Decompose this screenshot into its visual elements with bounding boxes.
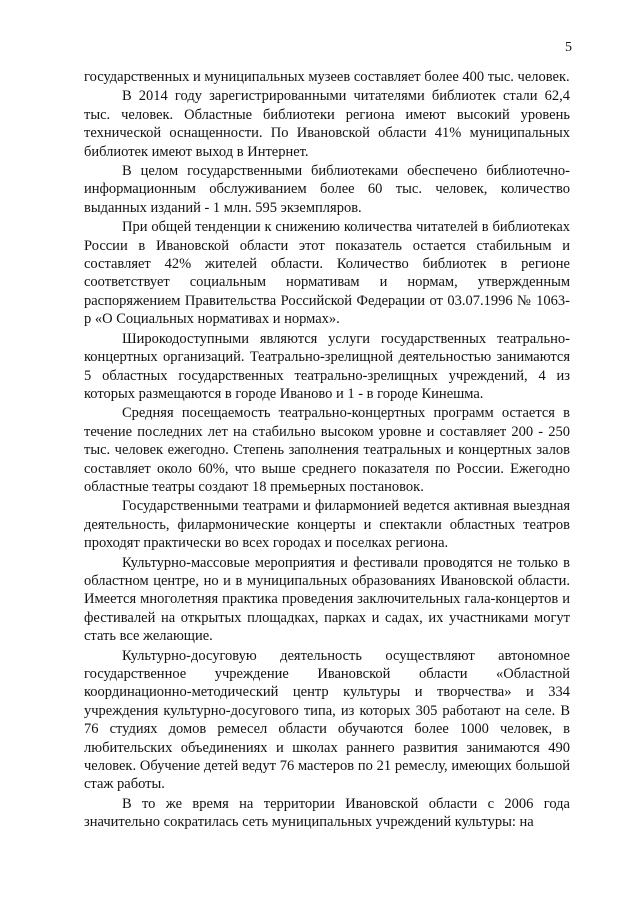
paragraph-6: Средняя посещаемость театрально-концертных программ остается в течение последних лет на стабильно высоком уровне и составляет 200 - 250 тыс. человек ежегодно. Степень заполнения театральных и концертных залов составляет около 60%, что выше среднего показателя по России. Ежегодно областные театры создают 18 премьерных постановок. <box>84 405 570 495</box>
paragraph-1: государственных и муниципальных музеев составляет более 400 тыс. человек. <box>84 69 570 85</box>
document-body <box>84 68 570 832</box>
paragraph-9: Культурно-досуговую деятельность осуществляют автономное государственное учреждение Ивановской области «Областной координационно-методический центр культуры и творчества» и 334 учреждения культурно-досугового типа, из которых 305 работают на селе. В 76 студиях домов ремесел области обучаются более 1000 человек, в любительских объединениях и школах раннего развития занимаются 490 человек. Обучение детей ведут 76 мастеров по 21 ремеслу, имеющих большой стаж работы. <box>84 647 570 793</box>
paragraph-2: В 2014 году зарегистрированными читателями библиотек стали 62,4 тыс. человек. Областные библиотеки региона имеют высокий уровень технической оснащенности. По Ивановской области 41% муниципальных библиотек имеют выход в Интернет. <box>84 88 570 160</box>
paragraph-8: Культурно-массовые мероприятия и фестивали проводятся не только в областном центре, но и в муниципальных образованиях Ивановской области. Имеется многолетняя практика проведения заключительных гала-концертов и фестивалей на открытых площадках, парках и садах, их участниками могут стать все желающие. <box>84 554 570 645</box>
paragraph-10: В то же время на территории Ивановской области с 2006 года значительно сократилась сеть муниципальных учреждений культуры: на <box>84 795 570 831</box>
paragraph-7: Государственными театрами и филармонией ведется активная выездная деятельность, филармонические концерты и спектакли областных театров проходят практически во всех городах и поселках региона. <box>84 498 570 552</box>
paragraph-3: В целом государственными библиотеками обеспечено библиотечно-информационным обслуживанием более 60 тыс. человек, количество выданных изданий - 1 млн. 595 экземпляров. <box>84 163 570 216</box>
paragraph-5: Широкодоступными являются услуги государственных театрально-концертных организаций. Театрально-зрелищной деятельностью занимаются 5 областных государственных театрально-зрелищных учреждений, 4 из которых размещаются в городе Иваново и 1 - в городе Кинешма. <box>84 330 570 402</box>
paragraph-4: При общей тенденции к снижению количества читателей в библиотеках России в Ивановской области этот показатель остается стабильным и составляет 42% жителей области. Количество библиотек в регионе соответствует социальным нормативам и нормам, утвержденным распоряжением Правительства Российской Федерации от 03.07.1996 № 1063-р «О Социальных нормативах и нормах». <box>84 219 570 328</box>
page-number: 5 <box>565 40 572 55</box>
